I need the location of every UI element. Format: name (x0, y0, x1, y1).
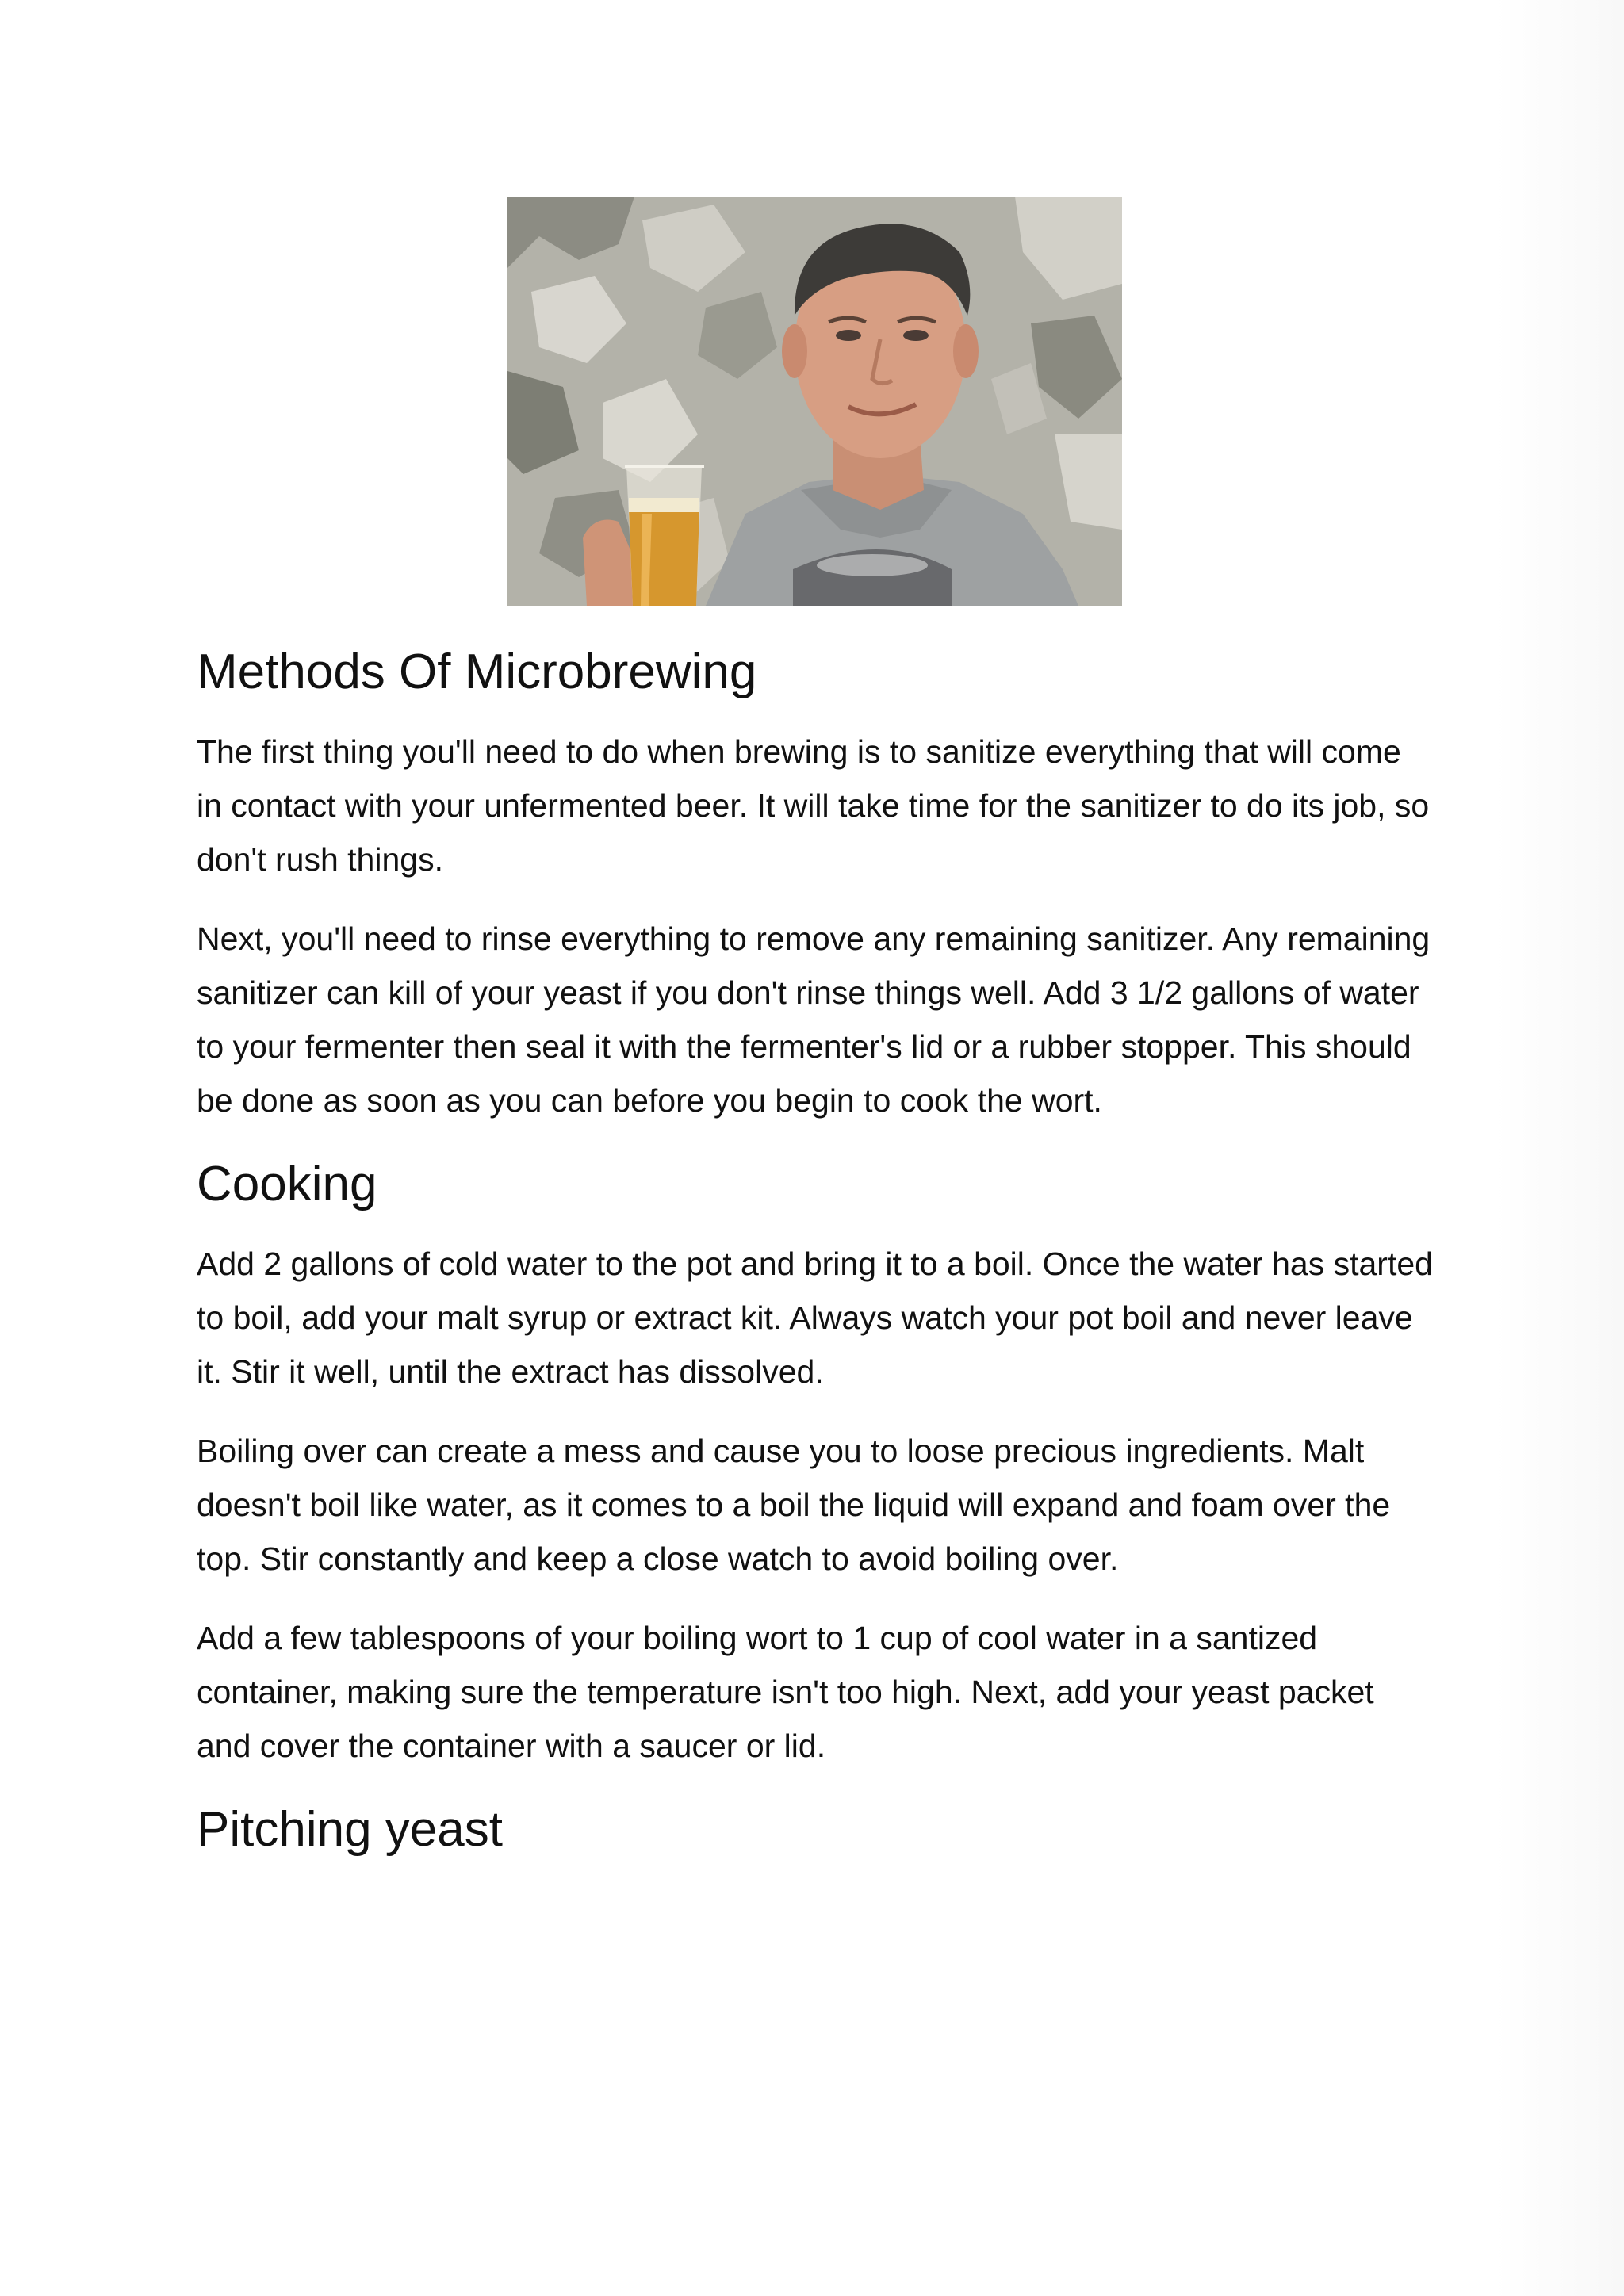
paragraph: Add a few tablespoons of your boiling wort to 1 cup of cool water in a santized container, making sure the temperature isn't too high. Next, add your yeast packet and cover the container with a saucer or lid. (197, 1620, 1374, 1764)
paragraph: The first thing you'll need to do when brewing is to sanitize everything that will come in contact with your unfermented beer. It will take time for the sanitizer to do its job, so don't rush things. (197, 733, 1430, 878)
article-body (197, 626, 1434, 1882)
section-heading-pitching-yeast: Pitching yeast (197, 1802, 503, 1857)
paragraph: Next, you'll need to rinse everything to remove any remaining sanitizer. Any remaining sanitizer can kill of your yeast if you don't rinse things well. Add 3 1/2 gallons of water to your fermenter then seal it with the fermenter's lid or a rubber stopper. This should be done as soon as you can before you begin to cook the wort. (197, 920, 1431, 1119)
section-heading-cooking: Cooking (197, 1157, 377, 1211)
paragraph: Boiling over can create a mess and cause you to loose precious ingredients. Malt doesn't boil like water, as it comes to a boil the liquid will expand and foam over the top. Stir constantly and keep a close watch to avoid boiling over. (197, 1433, 1391, 1577)
person-with-beer-photo (508, 197, 1122, 606)
section-heading-methods: Methods Of Microbrewing (197, 645, 757, 699)
paragraph: Add 2 gallons of cold water to the pot and bring it to a boil. Once the water has started to boil, add your malt syrup or extract kit. Always watch your pot boil and never leave it. Stir it well, until the extract has dissolved. (197, 1246, 1433, 1390)
author-photo (508, 197, 1122, 606)
